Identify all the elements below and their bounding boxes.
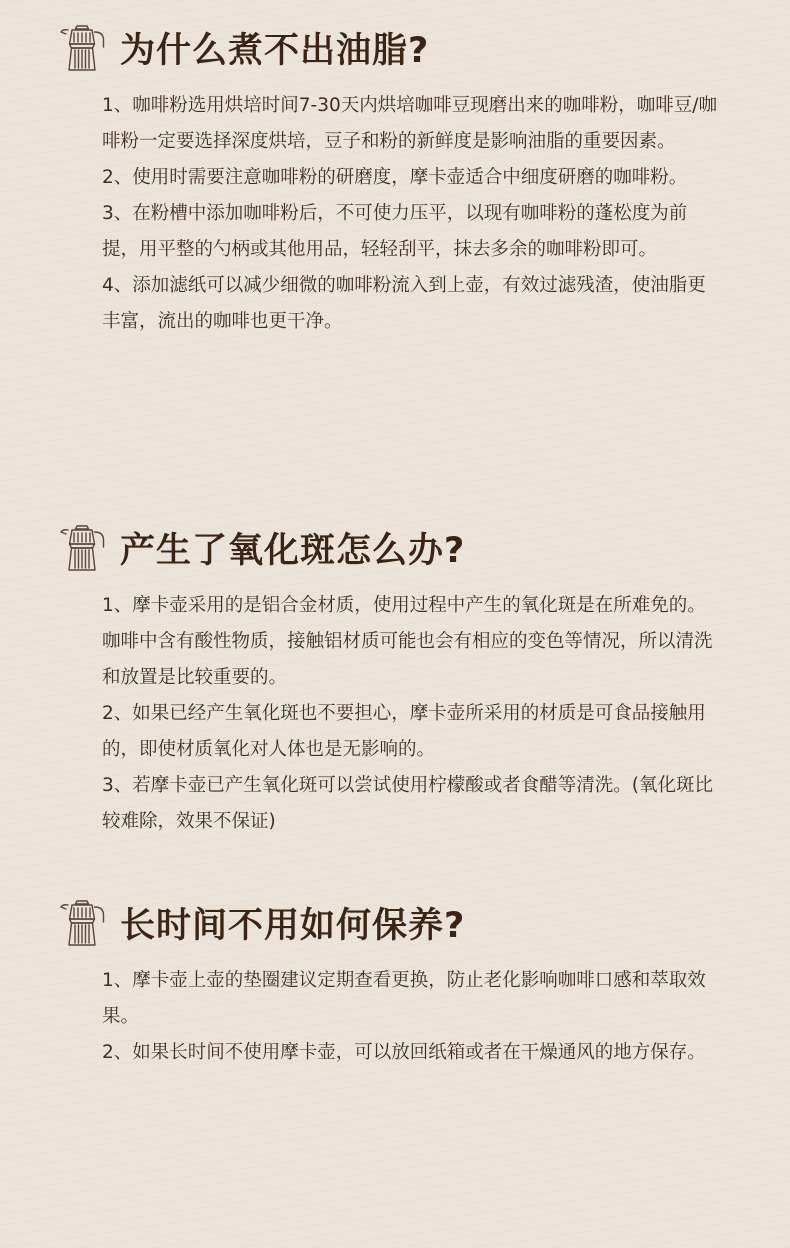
list-item: 3、若摩卡壶已产生氧化斑可以尝试使用柠檬酸或者食醋等清洗。(氧化斑比较难除，效果不保证) [102, 775, 713, 832]
section-title: 为什么煮不出油脂? [120, 31, 430, 71]
list-item: 2、如果长时间不使用摩卡壶，可以放回纸箱或者在干燥通风的地方保存。 [102, 1042, 706, 1063]
list-item: 1、咖啡粉选用烘培时间7-30天内烘培咖啡豆现磨出来的咖啡粉，咖啡豆/咖啡粉一定要选择深度烘培，豆子和粉的新鲜度是影响油脂的重要因素。 [102, 95, 717, 152]
section-heading [60, 20, 429, 76]
section-heading [60, 520, 465, 576]
section-list [102, 963, 722, 1071]
list-item: 1、摩卡壶上壶的垫圈建议定期查看更换，防止老化影响咖啡口感和萃取效果。 [102, 970, 706, 1027]
section-list [102, 588, 722, 840]
list-item: 3、在粉槽中添加咖啡粉后，不可使力压平，以现有咖啡粉的蓬松度为前提，用平整的勺柄或其他用品，轻轻刮平，抹去多余的咖啡粉即可。 [102, 203, 688, 260]
section-title: 产生了氧化斑怎么办? [120, 531, 466, 571]
moka-pot-icon [60, 898, 108, 948]
moka-pot-icon [60, 523, 108, 573]
list-item: 2、使用时需要注意咖啡粉的研磨度，摩卡壶适合中细度研磨的咖啡粉。 [102, 167, 688, 188]
moka-pot-icon [60, 23, 108, 73]
list-item: 2、如果已经产生氧化斑也不要担心，摩卡壶所采用的材质是可食品接触用的，即使材质氧化对人体也是无影响的。 [102, 703, 706, 760]
section-heading [60, 895, 465, 951]
list-item: 1、摩卡壶采用的是铝合金材质，使用过程中产生的氧化斑是在所难免的。咖啡中含有酸性物质，接触铝材质可能也会有相应的变色等情况，所以清洗和放置是比较重要的。 [102, 595, 713, 688]
section-title: 长时间不用如何保养? [120, 906, 466, 946]
list-item: 4、添加滤纸可以减少细微的咖啡粉流入到上壶，有效过滤残渣，使油脂更丰富，流出的咖啡也更干净。 [102, 275, 706, 332]
section-list [102, 88, 722, 340]
